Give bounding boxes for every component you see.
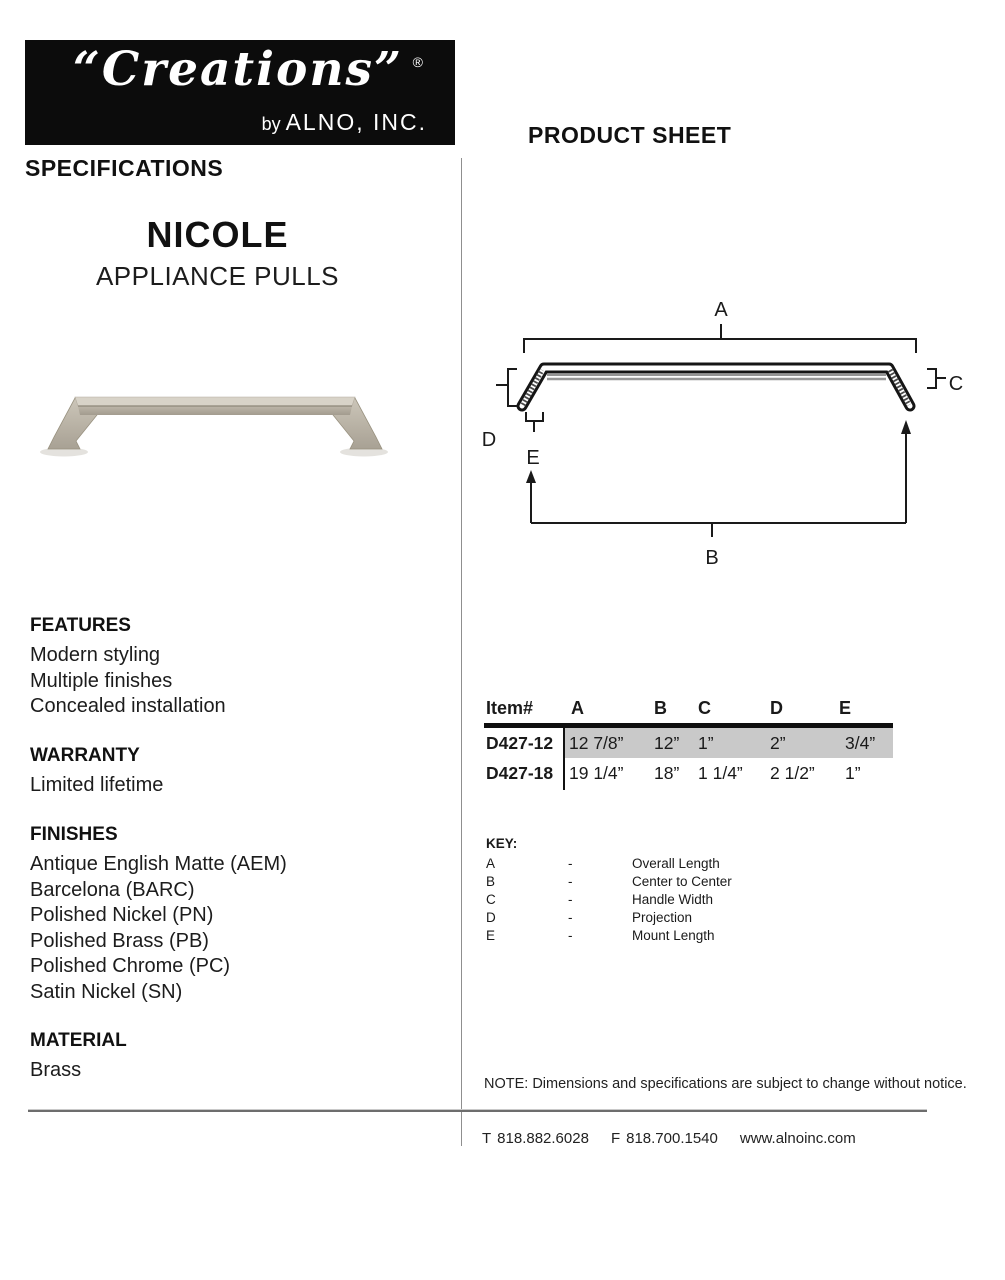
key-row: [486, 927, 806, 945]
value-e: 3/4”: [839, 728, 893, 758]
product-name: NICOLE: [146, 214, 289, 255]
table-header-d: D: [770, 697, 783, 718]
value-b: 12”: [650, 728, 698, 758]
table-header-item: Item#: [486, 697, 534, 718]
phone: [482, 1130, 589, 1147]
dim-b-arrowhead: [901, 420, 911, 434]
handle-core: [522, 368, 910, 406]
handle-outline: [522, 368, 910, 406]
item-number: D427-18: [486, 762, 554, 783]
key-dash: -: [568, 856, 573, 871]
value-a: 19 1/4”: [569, 762, 624, 783]
diagram-label-d: D: [481, 429, 497, 451]
key-letter: E: [486, 928, 496, 943]
registered-trademark-icon: ®: [412, 54, 423, 70]
footer-contact: [482, 1130, 878, 1147]
table-header-row: [484, 695, 893, 721]
finish-line: Polished Chrome (PC): [30, 955, 231, 977]
finishes-section: [30, 824, 430, 1005]
warranty-section: [30, 745, 430, 799]
key-meaning: Overall Length: [632, 856, 720, 871]
table-header-a: A: [571, 697, 584, 718]
feature-line: Modern styling: [30, 644, 161, 666]
finish-line: Polished Nickel (PN): [30, 904, 214, 926]
key-row: [486, 873, 806, 891]
key-letter: A: [486, 856, 496, 871]
product-photo: [30, 345, 450, 515]
logo-company: ALNO, INC.: [285, 109, 427, 135]
value-a: 12 7/8”: [563, 728, 650, 758]
logo-byline: [262, 109, 427, 136]
finish-line: Satin Nickel (SN): [30, 980, 183, 1003]
diagram-label-b: B: [705, 547, 719, 569]
material-title: MATERIAL: [30, 1030, 127, 1051]
key-meaning: Handle Width: [632, 892, 714, 907]
photo-bar-front: [78, 406, 352, 415]
diagram-label-a: A: [714, 299, 728, 321]
phone-number: 818.882.6028: [497, 1130, 589, 1147]
table-row: [484, 758, 893, 788]
value-e: 1”: [845, 762, 861, 783]
fax-label: F: [610, 1130, 621, 1147]
finish-line: Antique English Matte (AEM): [30, 853, 287, 875]
dim-d-bracket: [508, 369, 517, 406]
value-d: 2 1/2”: [770, 762, 815, 783]
creations-logo: [25, 40, 455, 145]
feature-line: Concealed installation: [30, 695, 226, 717]
key-dash: -: [568, 874, 573, 889]
dim-c-bracket: [927, 369, 936, 388]
logo-by: by: [261, 114, 286, 134]
warranty-line: Limited lifetime: [30, 774, 164, 796]
key-dash: -: [568, 910, 573, 925]
footer-rule: [28, 1109, 927, 1112]
key-legend: [486, 836, 806, 945]
vertical-divider: [461, 158, 462, 1146]
key-dash: -: [568, 928, 573, 943]
value-c: 1 1/4”: [698, 762, 743, 783]
specifications-heading: SPECIFICATIONS: [25, 155, 224, 181]
table-item-column-divider: [563, 728, 565, 790]
diagram-label-e: E: [526, 447, 540, 469]
key-dash: -: [568, 892, 573, 907]
dimension-diagram: [470, 290, 970, 580]
features-title: FEATURES: [30, 615, 131, 636]
value-c: 1”: [698, 728, 770, 758]
value-d: 2”: [770, 728, 839, 758]
key-row: [486, 855, 806, 873]
dim-a-bracket: [524, 339, 916, 353]
dim-e-arrowhead: [526, 470, 536, 483]
product-sheet-heading: PRODUCT SHEET: [528, 122, 732, 148]
dim-e-bracket: [526, 412, 543, 421]
website-url: www.alnoinc.com: [739, 1130, 856, 1147]
value-b: 18”: [654, 762, 680, 783]
key-title: KEY:: [486, 836, 518, 851]
finish-line: Barcelona (BARC): [30, 878, 195, 901]
phone-label: T: [482, 1130, 492, 1147]
finish-line: Polished Brass (PB): [30, 929, 209, 952]
key-row: [486, 909, 806, 927]
material-line: Brass: [30, 1059, 82, 1081]
table-header-e: E: [839, 697, 852, 718]
logo-brand-text: “Creations”: [72, 42, 403, 97]
key-letter: B: [486, 874, 496, 889]
product-category: APPLIANCE PULLS: [95, 261, 340, 291]
table-row: [484, 728, 893, 758]
table-header-b: B: [654, 697, 667, 718]
fax-number: 818.700.1540: [626, 1130, 718, 1147]
photo-bar-top: [75, 397, 355, 406]
product-title-block: [25, 214, 410, 292]
finishes-title: FINISHES: [30, 824, 118, 845]
material-section: [30, 1030, 430, 1084]
dimensions-table: [484, 695, 893, 788]
diagram-label-c: C: [948, 373, 964, 395]
key-meaning: Projection: [632, 910, 693, 925]
logo-brand-script: [73, 42, 403, 97]
key-row: [486, 891, 806, 909]
key-letter: C: [486, 892, 496, 907]
table-header-c: C: [698, 697, 711, 718]
item-number: D427-12: [486, 732, 554, 753]
warranty-title: WARRANTY: [30, 745, 140, 766]
key-meaning: Center to Center: [632, 874, 732, 889]
features-section: [30, 615, 430, 720]
disclaimer-note: NOTE: Dimensions and specifications are subject to change without notice.: [484, 1076, 967, 1092]
feature-line: Multiple finishes: [30, 669, 173, 692]
key-meaning: Mount Length: [632, 928, 715, 943]
key-letter: D: [486, 910, 496, 925]
fax: [611, 1130, 718, 1147]
